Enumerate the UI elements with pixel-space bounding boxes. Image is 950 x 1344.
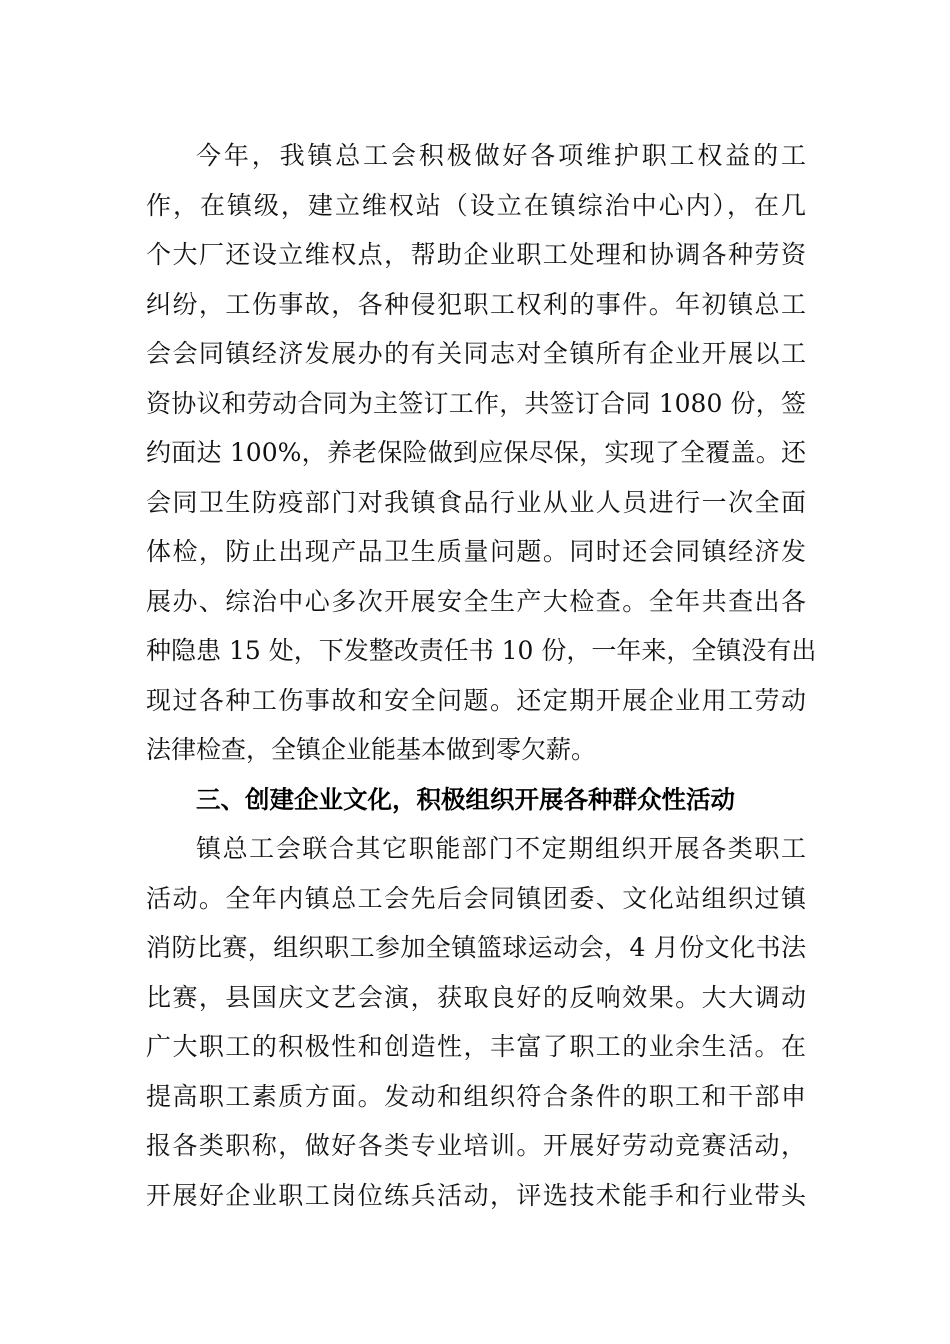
paragraph-line: 体检，防止出现产品卫生质量问题。同时还会同镇经济发: [146, 537, 806, 566]
paragraph-line: 现过各种工伤事故和安全问题。还定期开展企业用工劳动: [146, 685, 806, 715]
paragraph-line: 展办、综治中心多次开展安全生产大检查。全年共查出各: [146, 586, 806, 616]
paragraph-line: 比赛，县国庆文艺会演，获取良好的反响效果。大大调动: [146, 982, 806, 1012]
paragraph-line: 活动。全年内镇总工会先后会同镇团委、文化站组织过镇: [146, 883, 806, 913]
paragraph-line: 作，在镇级，建立维权站（设立在镇综治中心内），在几: [146, 190, 806, 220]
paragraph-line: 开展好企业职工岗位练兵活动，评选技术能手和行业带头: [146, 1180, 806, 1210]
paragraph-line: 资协议和劳动合同为主签订工作，共签订合同 1080 份，签: [146, 388, 806, 418]
paragraph-line: 报各类职称，做好各类专业培训。开展好劳动竞赛活动，: [146, 1131, 806, 1160]
paragraph-line: 提高职工素质方面。发动和组织符合条件的职工和干部申: [146, 1081, 806, 1111]
paragraph-line: 广大职工的积极性和创造性，丰富了职工的业余生活。在: [146, 1032, 806, 1061]
paragraph-line: 个大厂还设立维权点，帮助企业职工处理和协调各种劳资: [146, 240, 806, 269]
paragraph-line: 会会同镇经济发展办的有关同志对全镇所有企业开展以工: [146, 339, 806, 368]
paragraph-line: 镇总工会联合其它职能部门不定期组织开展各类职工: [196, 834, 806, 863]
document-body: [146, 131, 817, 1220]
paragraph-line: 今年，我镇总工会积极做好各项维护职工权益的工: [196, 141, 806, 170]
paragraph-line: 约面达 100%，养老保险做到应保尽保，实现了全覆盖。还: [146, 438, 806, 467]
paragraph-line: 纠纷，工伤事故，各种侵犯职工权利的事件。年初镇总工: [146, 289, 806, 319]
section-heading: 三、创建企业文化，积极组织开展各种群众性活动: [196, 784, 735, 814]
paragraph-line: 会同卫生防疫部门对我镇食品行业从业人员进行一次全面: [146, 487, 806, 517]
paragraph-line: 法律检查，全镇企业能基本做到零欠薪。: [146, 735, 597, 764]
paragraph-line: 消防比赛，组织职工参加全镇篮球运动会，4 月份文化书法: [146, 933, 806, 962]
paragraph-line: 种隐患 15 处，下发整改责任书 10 份，一年来，全镇没有出: [146, 636, 817, 665]
